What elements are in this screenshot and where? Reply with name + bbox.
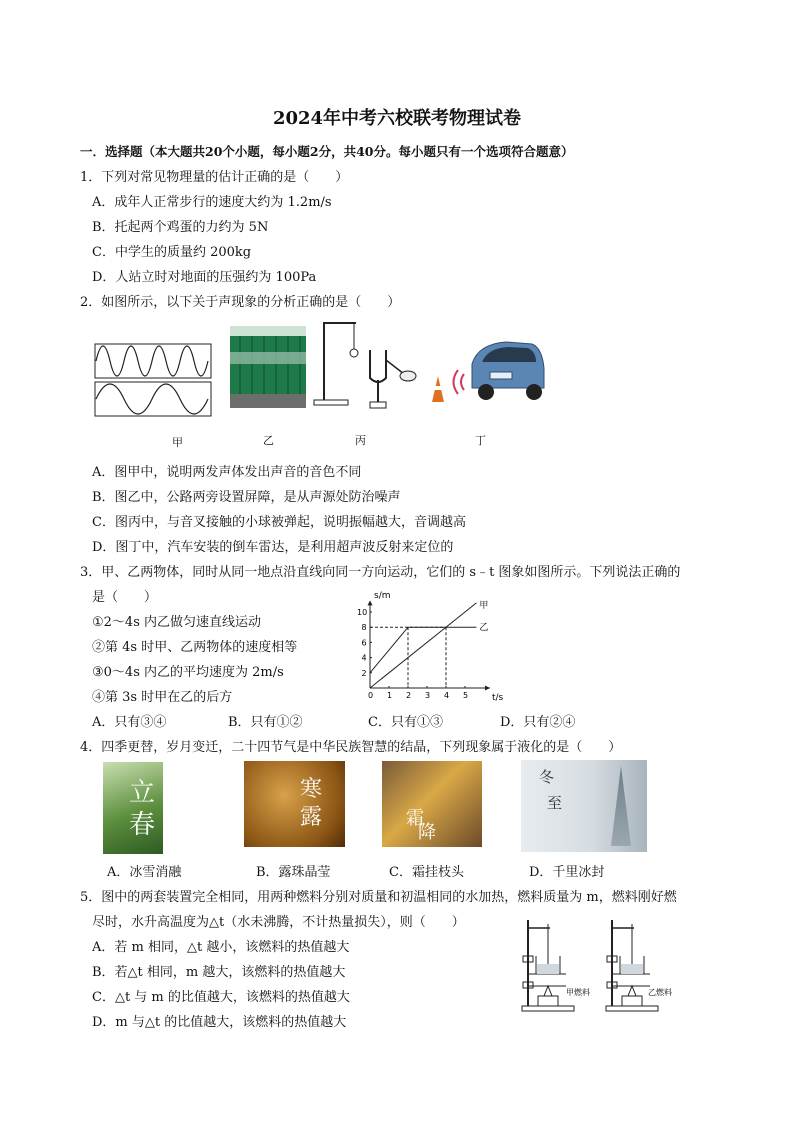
q4-option-b: B．露珠晶莹: [256, 865, 331, 880]
q1-option-c: C．中学生的质量约 200kg: [92, 245, 252, 260]
q1-option-a: A．成年人正常步行的速度大约为 1.2m/s: [92, 195, 332, 210]
hanlu-char-1: 寒: [300, 777, 323, 802]
q4-option-c: C．霜挂枝头: [389, 865, 464, 880]
fuel-label-yi: 乙燃料: [648, 988, 672, 997]
section-heading: 一．选择题（本大题共20个小题，每小题2分，共40分。每小题只有一个选项符合题意）: [80, 144, 574, 159]
q4-option-a: A．冰雪消融: [107, 865, 182, 880]
x-axis-arrow: [485, 686, 490, 691]
y-tick-label: 10: [357, 608, 368, 617]
snowy-tree: [611, 766, 631, 846]
series-line-1: [370, 603, 476, 688]
series-label-yi: 乙: [479, 623, 489, 634]
shuangjiang-char-2: 降: [418, 822, 436, 843]
q1-option-d: D．人站立时对地面的压强约为 100Pa: [92, 270, 317, 285]
q4-image-shuangjiang: [382, 761, 482, 847]
q1-option-b: B．托起两个鸡蛋的力约为 5N: [92, 220, 269, 235]
x-tick-label: 5: [463, 691, 469, 700]
q2-option-d: D．图丁中，汽车安装的倒车雷达，是利用超声波反射来定位的: [92, 540, 454, 555]
q4-image-lichun: [103, 762, 163, 854]
hanlu-char-2: 露: [300, 805, 323, 830]
x-tick-label: 3: [425, 691, 431, 700]
q2-figure-sound-barrier: [230, 326, 306, 408]
dongzhi-char-2: 至: [547, 794, 563, 812]
q5-option-c: C．△t 与 m 的比值越大，该燃料的热值越大: [92, 990, 350, 1005]
x-tick-label: 0: [368, 691, 374, 700]
q4-stem: 4．四季更替，岁月变迁，二十四节气是中华民族智慧的结晶，下列现象属于液化的是（ ）: [80, 740, 622, 755]
q2-caption-bing: 丙: [355, 434, 366, 447]
q3-option-a: A．只有③④: [92, 715, 167, 730]
q3-stem-line2: 是（ ）: [92, 590, 158, 605]
q5-stem-line1: 5．图中的两套装置完全相同，用两种燃料分别对质量和初温相同的水加热，燃料质量为 m，燃料刚好燃: [80, 890, 677, 905]
q2-option-b: B．图乙中，公路两旁设置屏障，是从声源处防治噪声: [92, 490, 401, 505]
q5-heating-apparatus: [520, 916, 690, 1014]
x-tick-label: 1: [387, 691, 393, 700]
q2-caption-jia: 甲: [172, 436, 183, 449]
q4-image-dongzhi: [521, 760, 647, 852]
y-axis-arrow: [368, 600, 373, 605]
q2-figure-tuning-fork: [312, 320, 422, 410]
q3-stem-line1: 3．甲、乙两物体，同时从同一地点沿直线向同一方向运动，它们的 s﹣t 图象如图所示。下列说法正确的: [80, 565, 681, 580]
q3-item-3: ③0～4s 内乙的平均速度为 2m/s: [92, 665, 284, 680]
q2-caption-yi: 乙: [263, 434, 274, 447]
shuangjiang-char-1: 霜: [406, 808, 424, 829]
series-label-jia: 甲: [479, 601, 489, 612]
fuel-label-jia: 甲燃料: [566, 988, 590, 997]
q2-stem: 2．如图所示，以下关于声现象的分析正确的是（ ）: [80, 295, 401, 310]
series-line-2: [370, 627, 476, 673]
q3-option-c: C．只有①③: [368, 715, 443, 730]
dongzhi-char-1: 冬: [539, 768, 555, 786]
y-axis-label: s/m: [374, 591, 391, 601]
q5-option-d: D．m 与△t 的比值越大，该燃料的热值越大: [92, 1015, 347, 1030]
page-title: 2024年中考六校联考物理试卷: [272, 108, 522, 129]
st-graph: [354, 588, 514, 706]
q3-option-b: B．只有①②: [228, 715, 303, 730]
q3-item-4: ④第 3s 时甲在乙的后方: [92, 690, 233, 705]
q3-item-1: ①2～4s 内乙做匀速直线运动: [92, 615, 262, 630]
q2-caption-ding: 丁: [475, 434, 486, 447]
x-axis-label: t/s: [492, 693, 504, 703]
lichun-char-1: 立: [129, 778, 156, 808]
lichun-char-2: 春: [129, 810, 156, 840]
q4-option-d: D．千里冰封: [529, 865, 605, 880]
q2-option-a: A．图甲中，说明两发声体发出声音的音色不同: [92, 465, 362, 480]
q5-option-b: B．若△t 相同，m 越大，该燃料的热值越大: [92, 965, 346, 980]
q4-image-hanlu: [244, 761, 345, 847]
y-tick-label: 6: [361, 638, 367, 648]
q2-option-c: C．图丙中，与音叉接触的小球被弹起，说明振幅越大，音调越高: [92, 515, 466, 530]
q3-item-2: ②第 4s 时甲、乙两物体的速度相等: [92, 640, 298, 655]
q3-option-d: D．只有②④: [500, 715, 576, 730]
q5-stem-line2: 尽时，水升高温度为△t（水未沸腾，不计热量损失），则（ ）: [92, 915, 465, 930]
x-tick-label: 2: [406, 691, 412, 700]
q2-figure-waveforms: [94, 343, 212, 417]
q2-figure-reversing-car: [428, 330, 548, 410]
x-tick-label: 4: [444, 691, 450, 700]
q1-stem: 1．下列对常见物理量的估计正确的是（ ）: [80, 170, 349, 185]
q5-option-a: A．若 m 相同，△t 越小，该燃料的热值越大: [92, 940, 350, 955]
y-tick-label: 8: [361, 623, 367, 633]
y-tick-label: 4: [361, 653, 367, 663]
y-tick-label: 2: [361, 668, 367, 678]
